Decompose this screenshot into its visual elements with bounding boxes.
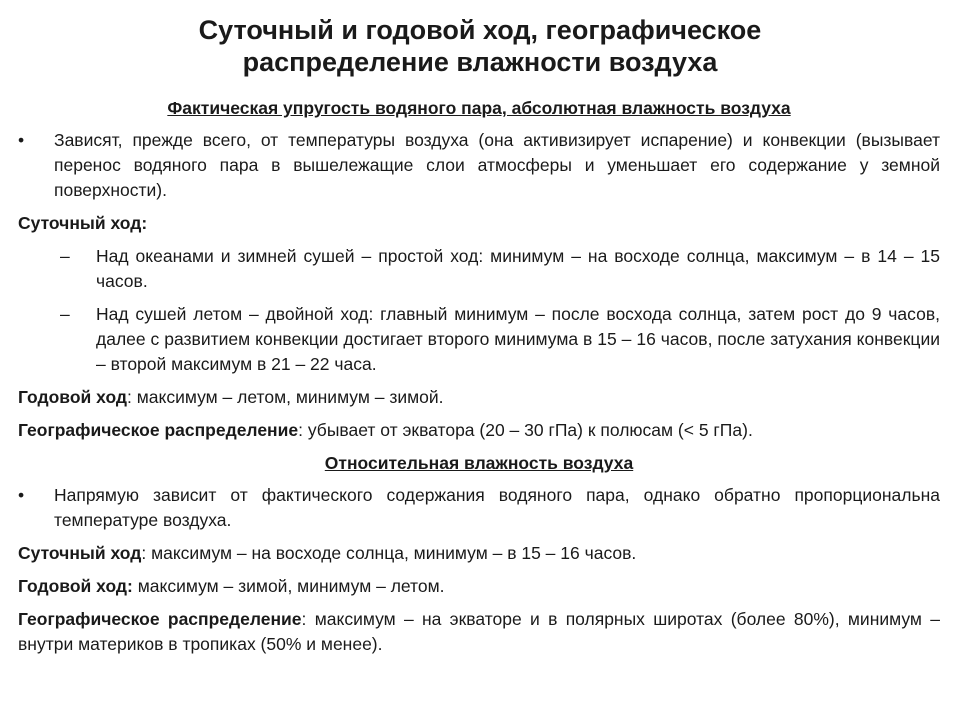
- relative-daily-course-text: : максимум – на восходе солнца, минимум – в 15 – 16 часов.: [141, 543, 637, 563]
- slide-title: [0, 14, 960, 78]
- relative-daily-course-label: Суточный ход: [18, 543, 142, 563]
- dash-item-land-summer: [18, 302, 940, 377]
- dash-marker: –: [60, 246, 70, 266]
- daily-course-label: Суточный ход:: [18, 213, 148, 233]
- annual-course-label: Годовой ход: [18, 387, 128, 407]
- slide-title-line-1: Суточный и годовой ход, географическое: [198, 15, 762, 45]
- bullet-item: [18, 128, 940, 203]
- bullet-marker: •: [18, 485, 25, 505]
- bullet-item: [18, 483, 940, 533]
- geo-distribution-row: [18, 418, 940, 443]
- relative-annual-course-row: [18, 574, 940, 599]
- slide-title-line-2: распределение влажности воздуха: [242, 47, 718, 77]
- dash-item-text: Над океанами и зимней сушей – простой ход: минимум – на восходе солнца, максимум – в 14 – 15 часов.: [96, 246, 940, 291]
- section-heading-relative-humidity: Относительная влажность воздуха: [324, 453, 634, 473]
- bullet-text: Напрямую зависит от фактического содержания водяного пара, однако обратно пропорциональна температуре воздуха.: [54, 485, 940, 530]
- annual-course-row: [18, 385, 940, 410]
- dash-marker: –: [60, 304, 70, 324]
- annual-course-text: : максимум – летом, минимум – зимой.: [127, 387, 444, 407]
- relative-annual-course-text: максимум – зимой, минимум – летом.: [132, 576, 445, 596]
- dash-item-oceans: [18, 244, 940, 294]
- daily-course-label-row: [18, 211, 940, 236]
- section-heading-actual-humidity: Фактическая упругость водяного пара, абсолютная влажность воздуха: [167, 98, 791, 118]
- relative-geo-distribution-row: [18, 607, 940, 657]
- relative-geo-distribution-text: : максимум – на экваторе и в полярных широтах (более 80%), минимум – внутри материков в тропиках (50% и менее).: [18, 609, 940, 654]
- relative-geo-distribution-label: Географическое распределение: [18, 609, 302, 629]
- bullet-marker: •: [18, 130, 25, 150]
- slide-content: [18, 96, 940, 665]
- dash-item-text: Над сушей летом – двойной ход: главный минимум – после восхода солнца, затем рост до 9 часов, далее с развитием конвекции достигает второго минимума в 15 – 16 часов, после затухания конвекции – второй максимум в 21 – 22 часа.: [96, 304, 940, 374]
- geo-distribution-label: Географическое распределение: [18, 420, 299, 440]
- relative-annual-course-label: Годовой ход:: [18, 576, 133, 596]
- bullet-text: Зависят, прежде всего, от температуры воздуха (она активизирует испарение) и конвекции (вызывает перенос водяного пара в вышележащие слои атмосферы и уменьшает его содержание у земной поверхности).: [54, 130, 940, 200]
- geo-distribution-text: : убывает от экватора (20 – 30 гПа) к полюсам (< 5 гПа).: [298, 420, 753, 440]
- relative-daily-course-row: [18, 541, 940, 566]
